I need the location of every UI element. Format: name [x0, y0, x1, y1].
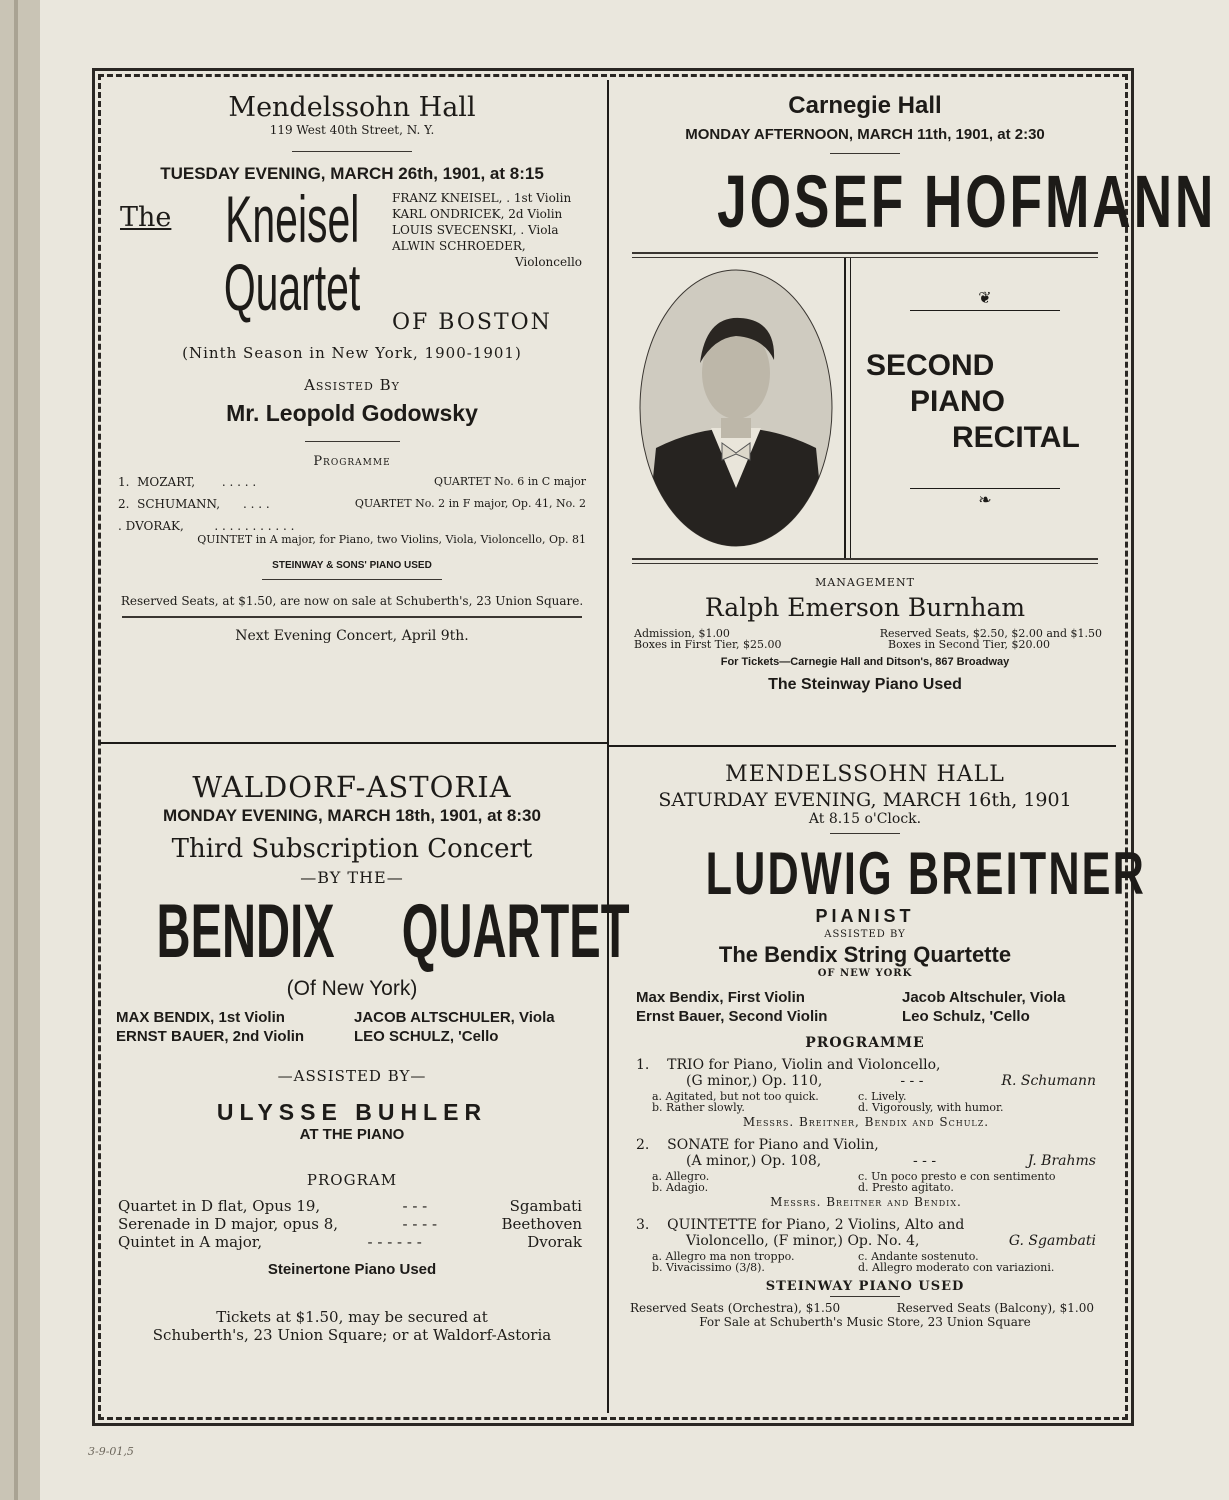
- piano-note: Steinertone Piano Used: [267, 1261, 437, 1278]
- programme-title: PROGRAMME: [805, 1035, 925, 1051]
- price: Admission, $1.00: [634, 627, 730, 640]
- event-time: At 8.15 o'Clock.: [808, 811, 922, 827]
- recital-line: PIANO: [910, 385, 1006, 418]
- programme-item: 2. SONATE for Piano and Violin, (A minor,) Op. 108, - - - J. Brahms a. Allegro. c. Un poco presto e con sentimento b. Adagio. d. Presto agitato. Messrs. Breitner and Bendix.: [636, 1137, 1096, 1209]
- of-boston: OF BOSTON: [392, 310, 552, 335]
- divider: [292, 151, 412, 152]
- program-item: Serenade in D major, opus 8, - - - - Beethoven: [118, 1215, 582, 1233]
- divider: [830, 833, 900, 834]
- price: Reserved Seats, $2.50, $2.00 and $1.50: [879, 627, 1102, 640]
- price: Boxes in First Tier, $25.00: [634, 638, 782, 651]
- assisted-by: Assisted By: [304, 376, 400, 394]
- programme-list: [102, 475, 602, 546]
- member: LOUIS SVECENSKI, . Viola: [392, 223, 559, 237]
- manager-name: Ralph Emerson Burnham: [704, 593, 1026, 622]
- the-label: The: [120, 202, 172, 233]
- member: Jacob Altschuler, Viola: [902, 989, 1066, 1006]
- flower-ornament-icon: ❦: [978, 288, 992, 307]
- programme-title: Programme: [313, 454, 391, 469]
- season-note: (Ninth Season in New York, 1900-1901): [182, 344, 522, 362]
- member-grid: [102, 1009, 602, 1045]
- spine-edge: [14, 0, 18, 1500]
- divider: [632, 252, 1098, 254]
- ornament-rule: [910, 488, 1060, 489]
- archive-pencil-note: 3-9-01,5: [88, 1445, 134, 1458]
- member: Ernst Bauer, Second Violin: [636, 1008, 828, 1025]
- assistant-name: Mr. Leopold Godowsky: [226, 400, 478, 426]
- artist-name: JOSEF HOFMANN: [717, 160, 1217, 243]
- assistant-role: AT THE PIANO: [299, 1126, 405, 1143]
- breitner-recital-ad: [620, 762, 1147, 1329]
- member-role: Violoncello: [514, 255, 582, 269]
- recital-title: [852, 348, 1102, 456]
- portrait-frame: [850, 258, 851, 558]
- divider: [830, 153, 900, 154]
- ticket-info: Tickets at $1.50, may be secured at: [216, 1308, 488, 1326]
- piano-note: STEINWAY & SONS' PIANO USED: [272, 560, 432, 571]
- member: MAX BENDIX, 1st Violin: [116, 1009, 285, 1026]
- piano-note: STEINWAY PIANO USED: [765, 1279, 965, 1294]
- horizontal-divider-left: [100, 742, 607, 744]
- flower-ornament-icon: ❧: [978, 490, 992, 509]
- seats-note: Reserved Seats, at $1.50, are now on sale at Schuberth's, 23 Union Square.: [120, 594, 584, 608]
- member: Leo Schulz, 'Cello: [902, 1008, 1030, 1025]
- member-list: [392, 190, 582, 270]
- divider: [632, 563, 1098, 564]
- management-label: MANAGEMENT: [815, 576, 915, 589]
- hofmann-recital-ad: [620, 92, 1217, 694]
- divider: [262, 579, 442, 580]
- programme-item: 2. SCHUMANN, . . . . QUARTET No. 2 in F major, Op. 41, No. 2: [118, 497, 586, 511]
- programme-item: 3. QUINTETTE for Piano, 2 Violins, Alto and Violoncello, (F minor,) Op. No. 4, G. Sgambati a. Allegro ma non troppo. c. Andante sostenuto. b. Vivacissimo (3/8). d. Allegro moderato con variazioni.: [636, 1217, 1096, 1274]
- price: Reserved Seats (Balcony), $1.00: [896, 1301, 1094, 1315]
- kneisel-quartet-ad: [102, 92, 602, 644]
- ornament-rule: [910, 310, 1060, 311]
- member: FRANZ KNEISEL, . 1st Violin: [392, 191, 572, 205]
- program-list: [102, 1197, 602, 1251]
- member: JACOB ALTSCHULER, Viola: [354, 1009, 555, 1026]
- divider: [632, 558, 1098, 560]
- portrait-block: [620, 258, 1110, 558]
- ensemble-origin: OF NEW YORK: [817, 968, 913, 979]
- event-date: TUESDAY EVENING, MARCH 26th, 1901, at 8:15: [160, 164, 544, 183]
- ensemble-name-line2: Quartet: [223, 250, 361, 324]
- program-item: Quartet in D flat, Opus 19, - - - Sgambati: [118, 1197, 582, 1215]
- member: ERNST BAUER, 2nd Violin: [116, 1028, 305, 1045]
- venue-address: 119 West 40th Street, N. Y.: [269, 123, 435, 137]
- programme-item: 1. TRIO for Piano, Violin and Violoncello, (G minor,) Op. 110, - - - R. Schumann a. Agitated, but not too quick. c. Lively. b. Rather slowly. d. Vigorously, with humor. Messrs. Breitner, Bendix and Schulz.: [636, 1057, 1096, 1129]
- seat-prices: [620, 1301, 1110, 1315]
- portrait-photo: [636, 268, 836, 548]
- member: KARL ONDRICEK, 2d Violin: [392, 207, 563, 221]
- by-the: —BY THE—: [300, 868, 404, 887]
- bendix-quartet-ad: [102, 770, 630, 1344]
- member: LEO SCHULZ, 'Cello: [354, 1028, 499, 1045]
- price-list: [620, 628, 1110, 654]
- event-date: MONDAY EVENING, MARCH 18th, 1901, at 8:30: [163, 806, 541, 825]
- venue-title: WALDORF-ASTORIA: [192, 770, 512, 804]
- sale-info: For Sale at Schuberth's Music Store, 23 Union Square: [699, 1315, 1031, 1329]
- venue-title: MENDELSSOHN HALL: [725, 762, 1005, 787]
- member: ALWIN SCHROEDER,: [392, 239, 526, 253]
- recital-line: RECITAL: [952, 421, 1080, 454]
- next-concert: Next Evening Concert, April 9th.: [235, 628, 469, 644]
- ensemble-name-line1: Kneisel: [224, 182, 360, 256]
- venue-title: Mendelssohn Hall: [228, 92, 476, 123]
- book-spine: [0, 0, 40, 1500]
- event-date: MONDAY AFTERNOON, MARCH 11th, 1901, at 2:30: [685, 126, 1045, 143]
- ensemble-name: BENDIX QUARTET: [156, 889, 630, 974]
- program-item: Quintet in A major, - - - - - - Dvorak: [118, 1233, 582, 1251]
- price: Boxes in Second Tier, $20.00: [888, 638, 1051, 651]
- assisted-by: ASSISTED BY: [824, 929, 906, 940]
- ticket-info: For Tickets—Carnegie Hall and Ditson's, 867 Broadway: [720, 656, 1010, 668]
- artist-role: PIANIST: [815, 906, 915, 926]
- ticket-info: Schuberth's, 23 Union Square; or at Waldorf-Astoria: [152, 1326, 552, 1344]
- artist-name: LUDWIG BREITNER: [705, 840, 1147, 907]
- programme-item: . DVORAK, . . . . . . . . . . . QUINTET in A major, for Piano, two Violins, Viola, Violoncello, Op. 81: [118, 519, 586, 546]
- venue-title: Carnegie Hall: [788, 92, 942, 119]
- piano-note: The Steinway Piano Used: [768, 676, 962, 693]
- concert-title: Third Subscription Concert: [171, 834, 533, 864]
- price: Reserved Seats (Orchestra), $1.50: [630, 1301, 841, 1315]
- assisted-by: —ASSISTED BY—: [277, 1067, 427, 1085]
- divider: [122, 616, 582, 618]
- assistant-name: ULYSSE BUHLER: [216, 1099, 488, 1125]
- member-grid: [620, 989, 1110, 1025]
- recital-line: SECOND: [866, 349, 995, 382]
- ensemble-origin: (Of New York): [286, 977, 418, 1000]
- divider: [830, 1296, 900, 1297]
- member: Max Bendix, First Violin: [636, 989, 805, 1006]
- horizontal-divider-right: [609, 745, 1116, 747]
- program-title: PROGRAM: [306, 1171, 398, 1189]
- portrait-frame: [844, 258, 846, 558]
- ensemble-name: The Bendix String Quartette: [718, 942, 1012, 967]
- event-date: SATURDAY EVENING, MARCH 16th, 1901: [658, 789, 1072, 811]
- programme-item: 1. MOZART, . . . . . QUARTET No. 6 in C major: [118, 475, 586, 489]
- divider: [305, 441, 400, 442]
